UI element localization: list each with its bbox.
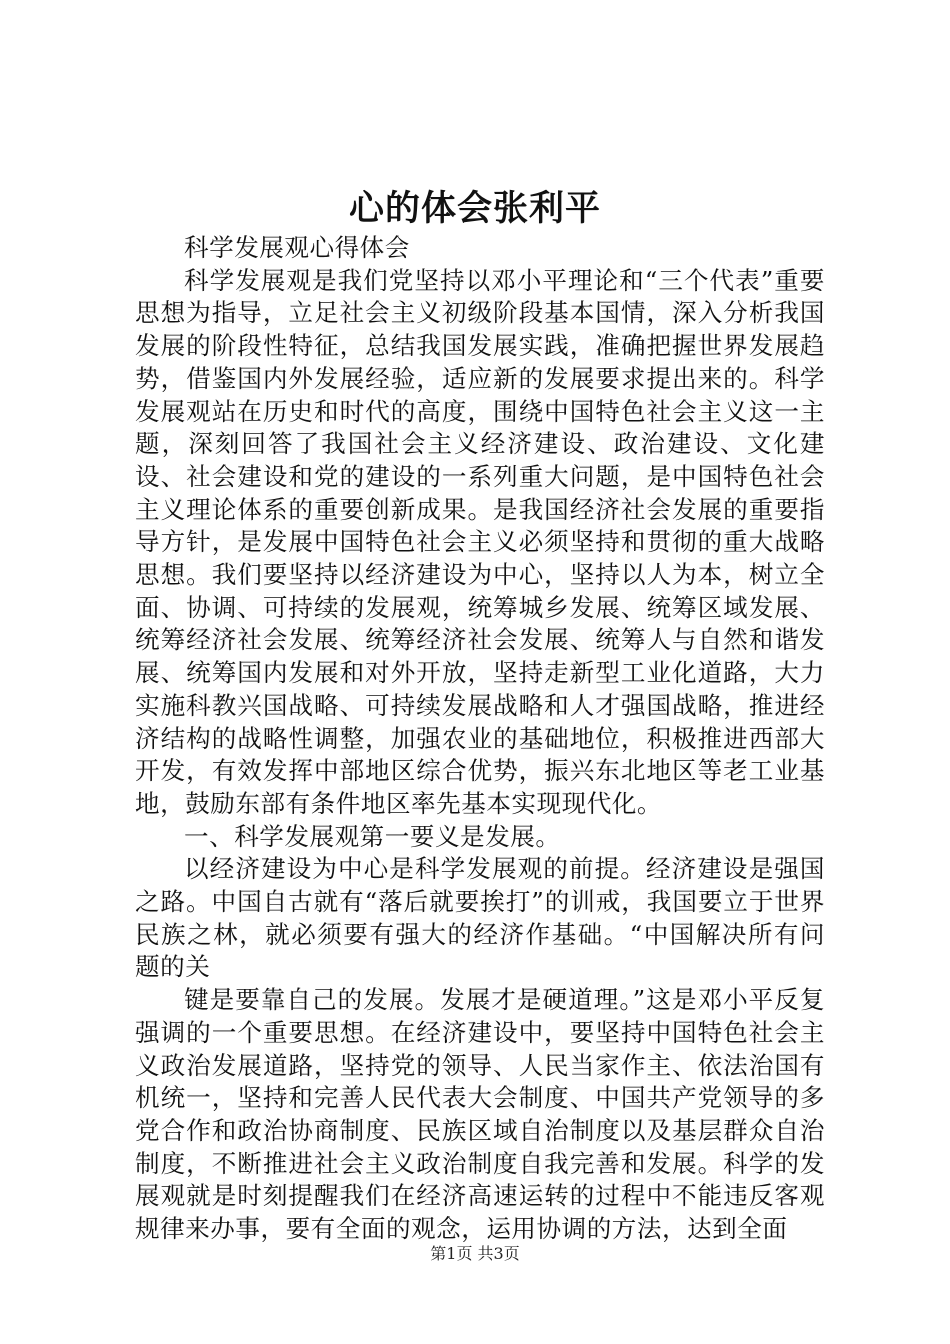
document-body: [135, 232, 825, 1246]
page-number-footer: 第1页 共3页: [430, 1244, 520, 1263]
section-heading: 一、科学发展观第一要义是发展。: [184, 821, 561, 851]
paragraph: 键是要靠自己的发展。发展才是硬道理。”这是邓小平反复强调的一个重要思想。在经济建设中，要坚持中国特色社会主义政治发展道路，坚持党的领导、人民当家作主、依法治国有机统一，坚持和完善人民代表大会制度、中国共产党领导的多党合作和政治协商制度、民族区域自治制度以及基层群众自治制度，不断推进社会主义政治制度自我完善和发展。科学的发展观就是时刻提醒我们在经济高速运转的过程中不能违反客观规律来办事，要有全面的观念，运用协调的方法，达到全面: [135, 985, 825, 1244]
paragraph: 以经济建设为中心是科学发展观的前提。经济建设是强国之路。中国自古就有“落后就要挨打”的训戒，我国要立于世界民族之林，就必须要有强大的经济作基础。“中国解决所有问题的关: [135, 854, 825, 982]
paragraph: 科学发展观是我们党坚持以邓小平理论和“三个代表”重要思想为指导，立足社会主义初级阶段基本国情，深入分析我国发展的阶段性特征，总结我国发展实践，准确把握世界发展趋势，借鉴国内外发展经验，适应新的发展要求提出来的。科学发展观站在历史和时代的高度，围绕中国特色社会主义这一主题，深刻回答了我国社会主义经济建设、政治建设、文化建设、社会建设和党的建设的一系列重大问题，是中国特色社会主义理论体系的重要创新成果。是我国经济社会发展的重要指导方针，是发展中国特色社会主义必须坚持和贯彻的重大战略思想。我们要坚持以经济建设为中心，坚持以人为本，树立全面、协调、可持续的发展观，统筹城乡发展、统筹区域发展、统筹经济社会发展、统筹经济社会发展、统筹人与自然和谐发展、统筹国内发展和对外开放，坚持走新型工业化道路，大力实施科教兴国战略、可持续发展战略和人才强国战略，推进经济结构的战略性调整，加强农业的基础地位，积极推进西部大开发，有效发挥中部地区综合优势，振兴东北地区等老工业基地，鼓励东部有条件地区率先基本实现现代化。: [135, 265, 825, 818]
paragraph-heading: 科学发展观心得体会: [184, 233, 410, 262]
document-title: 心的体会张利平: [348, 189, 601, 229]
